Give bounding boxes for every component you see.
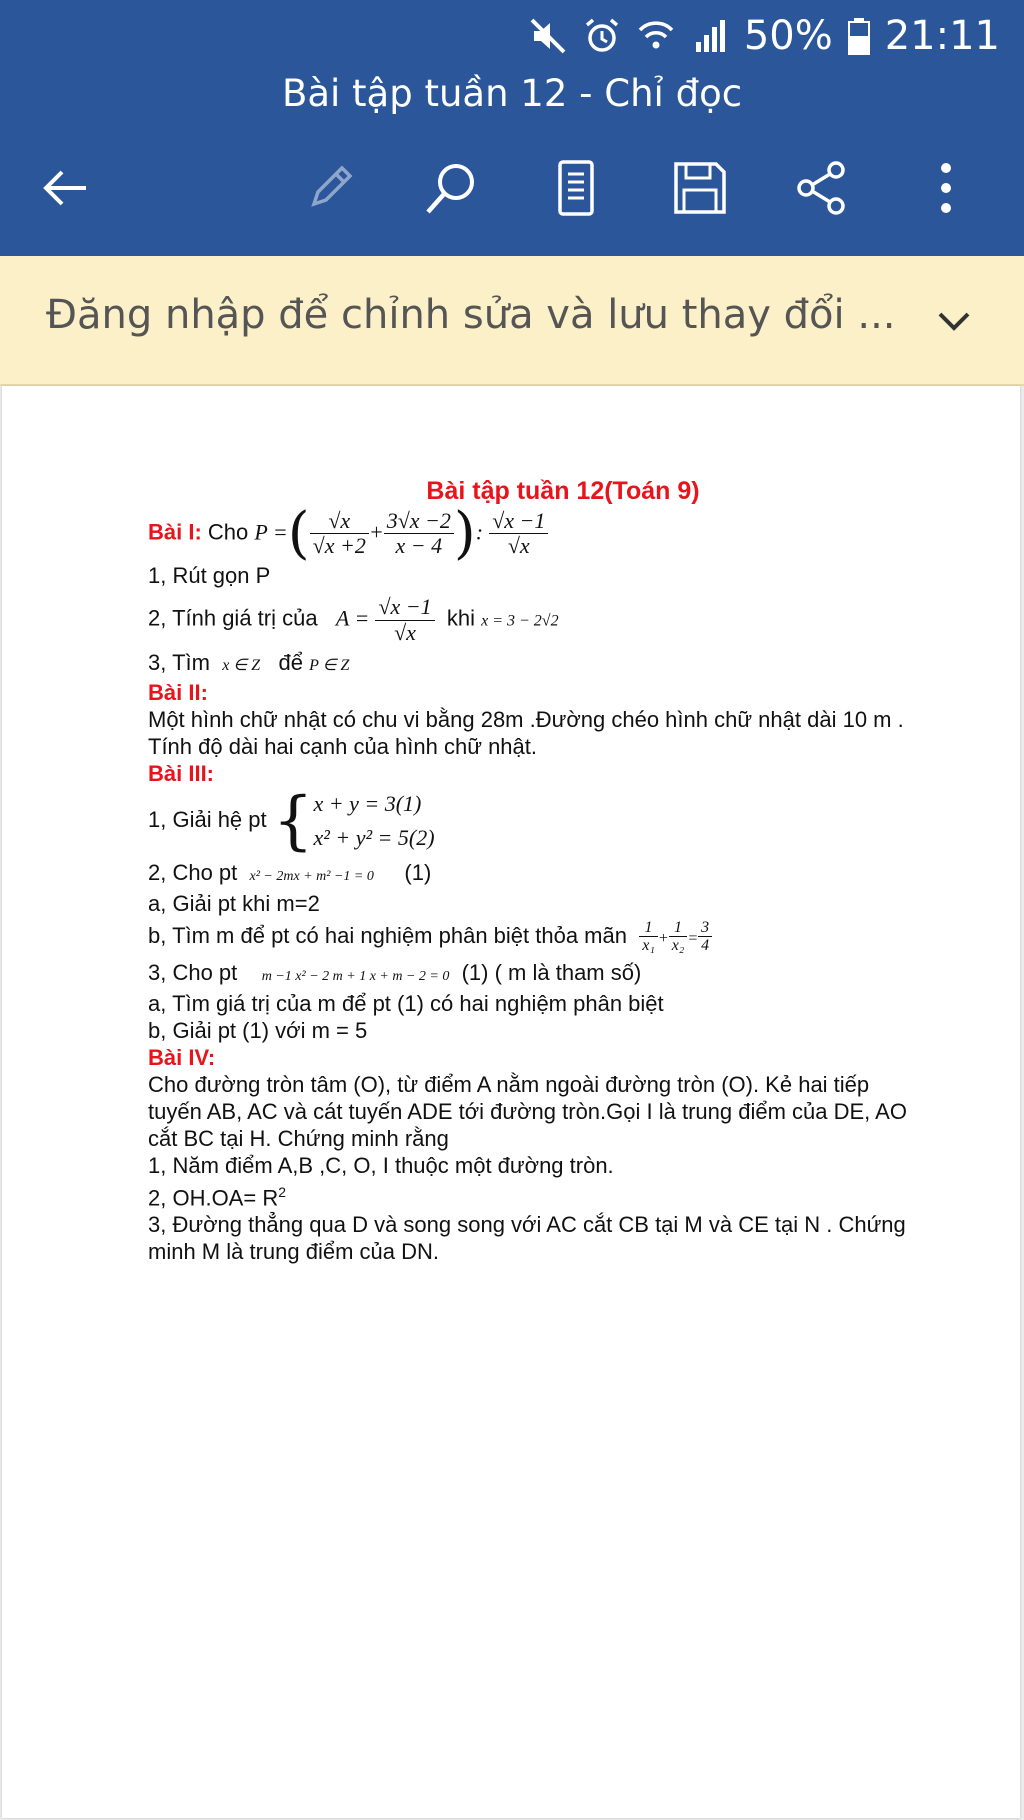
document-title: Bài tập tuần 12 - Chỉ đọc: [281, 72, 743, 115]
back-arrow-icon: [38, 160, 94, 216]
frac-1-x1: $\frac{1}{\text{x₁}}$: [639, 919, 658, 955]
clock: 21:11: [884, 13, 1000, 59]
search-button[interactable]: [412, 148, 492, 228]
bai3-q2b: b, Tìm m để pt có hai nghiệm phân biệt thỏa mãn $\frac{1}{\text{x₁}}$ + $\frac{1}{\text{x₂}}$ = $\frac{3}{4}$: [148, 919, 908, 955]
signal-icon: [690, 16, 730, 56]
document-content: [148, 478, 908, 1265]
equation-system: x + y = 3(1) x² + y² = 5(2): [313, 790, 435, 850]
more-options-icon: [936, 160, 956, 216]
bai3-q2: 2, Cho pt x² − 2mx + m² −1 = 0 (1): [148, 859, 432, 885]
frac-1-x2: $\frac{1}{\text{x₂}}$: [669, 919, 688, 955]
bai3-q3b: b, Giải pt (1) với m = 5: [148, 1017, 368, 1043]
bai1-cho: Cho: [201, 519, 255, 545]
share-icon: [792, 158, 852, 218]
status-bar: [528, 8, 1000, 64]
edit-pencil-icon: [302, 160, 358, 216]
bai1-q1: 1, Rút gọn P: [148, 563, 271, 589]
page-title: Bài tập tuần 12(Toán 9): [426, 477, 700, 505]
frac-3-4: $\frac{3}{4}$: [698, 919, 712, 955]
battery-icon: [847, 16, 871, 56]
toolbar: [0, 148, 1024, 228]
back-button[interactable]: [26, 148, 106, 228]
bai4-text: Cho đường tròn tâm (O), từ điểm A nằm ngoài đường tròn (O). Kẻ hai tiếp tuyến AB, AC và cát tuyến ADE tới đường tròn.Gọi I là trung điểm của DE, AO cắt BC tại H. Chứng minh rằng: [148, 1071, 907, 1151]
reading-view-icon: [548, 158, 604, 218]
more-options-button[interactable]: [906, 148, 986, 228]
chevron-down-icon[interactable]: [930, 296, 978, 344]
edit-button[interactable]: [290, 148, 370, 228]
bai1-q2: 2, Tính giá trị của A = $\frac{√x -1}{√x}$ khi x = 3 − 2√2: [148, 594, 559, 645]
bai4-q1: 1, Năm điểm A,B ,C, O, I thuộc một đường tròn.: [148, 1152, 614, 1178]
bai3-label: Bài III:: [148, 760, 215, 786]
bai2-text: Một hình chữ nhật có chu vi bằng 28m .Đường chéo hình chữ nhật dài 10 m . Tính độ dài hai cạnh của hình chữ nhật.: [148, 706, 904, 759]
wifi-icon: [636, 16, 676, 56]
bai3-q3a: a, Tìm giá trị của m để pt (1) có hai nghiệm phân biệt: [148, 990, 664, 1016]
a-frac: $\frac{√x -1}{√x}$: [375, 595, 434, 644]
bai3-q2a: a, Giải pt khi m=2: [148, 890, 320, 916]
battery-percent: 50%: [743, 13, 833, 59]
bai1-q3: 3, Tìm x ∈ Z để P ∈ Z: [148, 649, 350, 675]
bai2-label: Bài II:: [148, 679, 208, 705]
p-frac-2: $\frac{3√x -2}{x - 4}$: [384, 509, 454, 558]
bai3-q1: 1, Giải hệ pt { x + y = 3(1) x² + y² = 5(2): [148, 783, 435, 858]
banner-text: Đăng nhập để chỉnh sửa và lưu thay đổi ...: [46, 292, 896, 338]
bai4-q3: 3, Đường thẳng qua D và song song với AC cắt CB tại M và CE tại N . Chứng minh M là trung điểm của DN.: [148, 1212, 906, 1265]
p-frac-3: $\frac{√x -1}{√x}$: [489, 509, 548, 558]
share-button[interactable]: [782, 148, 862, 228]
save-button[interactable]: [660, 148, 740, 228]
p-lhs: P =: [254, 519, 288, 545]
bai4-q2: 2, $OH.OA= R^2$: [148, 1183, 287, 1211]
mute-icon: [528, 16, 568, 56]
p-frac-1: $\frac{√x}{√x +2}$: [310, 509, 369, 558]
sign-in-banner[interactable]: [0, 256, 1024, 386]
bai4-label: Bài IV:: [148, 1044, 216, 1070]
search-icon: [422, 158, 482, 218]
bai1-label: Bài I:: [148, 519, 202, 545]
bai1-header: Bài I: Cho P =( $\frac{√x}{√x +2}$ + $\frac{3√x -2}{x - 4}$ ): $\frac{√x -1}{√x}$: [148, 509, 908, 558]
save-icon: [670, 158, 730, 218]
app-header: [0, 0, 1024, 256]
document-page: [2, 386, 1020, 1818]
alarm-icon: [582, 16, 622, 56]
reading-view-button[interactable]: [536, 148, 616, 228]
bai3-q3: 3, Cho pt m −1 x² − 2 m + 1 x + m − 2 = 0 (1) ( m là tham số): [148, 959, 642, 985]
